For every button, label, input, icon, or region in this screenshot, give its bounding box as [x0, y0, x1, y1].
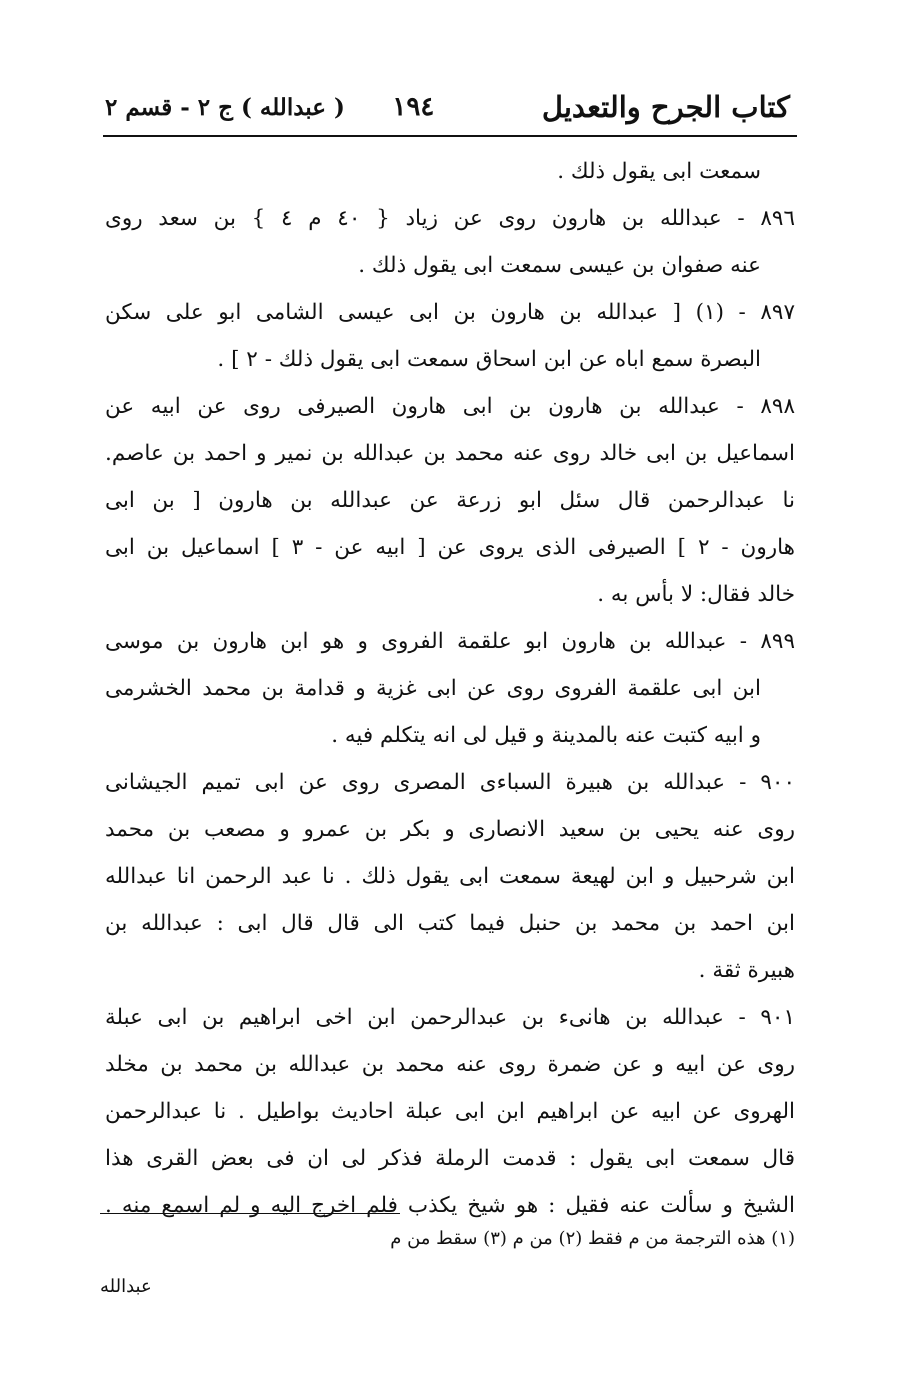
entry-896-line: ٨٩٦ - عبدالله بن هارون روى عن زياد { ٤٠ م ٤ } بن سعد روى: [105, 206, 796, 231]
text-line: هارون - ٢ ] الصيرفى الذى يروى عن [ ابيه عن - ٣ ] اسماعيل بن ابى: [105, 535, 795, 560]
text-line: اسماعيل بن ابى خالد روى عنه محمد بن عبدالله بن نمير و احمد بن عاصم.: [105, 441, 795, 466]
header-rule: [103, 135, 797, 137]
text-line: نا عبدالرحمن قال سئل ابو زرعة عن عبدالله بن هارون [ بن ابى: [105, 488, 795, 513]
section-label: ( عبدالله ) ج ٢ - قسم ٢: [105, 93, 345, 121]
text-line: ابن ابى علقمة الفروى روى عن ابى غزية و قدامة بن محمد الخشرمى: [105, 676, 761, 701]
text-line: روى عن ابيه و عن ضمرة روى عنه محمد بن عبدالله بن محمد بن مخلد: [105, 1052, 795, 1077]
footnote: (١) هذه الترجمة من م فقط (٢) من م (٣) سقط من م: [390, 1228, 795, 1249]
page-number: ١٩٤: [392, 92, 435, 122]
text-line: قال سمعت ابى يقول : قدمت الرملة فذكر لى ان فى بعض القرى هذا: [105, 1146, 795, 1171]
text-line: هبيرة ثقة .: [698, 958, 795, 983]
text-line: الهروى عن ابيه عن ابراهيم ابن ابى عبلة احاديث بواطيل . نا عبدالرحمن: [105, 1099, 795, 1124]
page-header: [105, 84, 790, 130]
catchword: عبدالله: [100, 1276, 152, 1297]
text-line: سمعت ابى يقول ذلك .: [557, 159, 761, 184]
entry-901-line: ٩٠١ - عبدالله بن هانىء بن عبدالرحمن ابن اخى ابراهيم بن ابى عبلة: [105, 1005, 795, 1030]
text-line: و ابيه كتبت عنه بالمدينة و قيل لى انه يتكلم فيه .: [331, 723, 761, 748]
book-title: كتاب الجرح والتعديل: [541, 90, 790, 124]
main-text: [105, 148, 795, 1229]
entry-898-line: ٨٩٨ - عبدالله بن هارون بن ابى هارون الصيرفى روى عن ابيه عن: [105, 394, 795, 419]
text-line: ابن احمد بن محمد بن حنبل فيما كتب الى قال قال ابى : عبدالله بن: [105, 911, 795, 936]
text-line: خالد فقال: لا بأس به .: [597, 582, 795, 607]
entry-900-line: ٩٠٠ - عبدالله بن هبيرة السباءى المصرى روى عن ابى تميم الجيشانى: [105, 770, 795, 795]
text-line: ابن شرحبيل و ابن لهيعة سمعت ابى يقول ذلك . نا عبد الرحمن انا عبدالله: [105, 864, 795, 889]
text-line: الشيخ و سألت عنه فقيل : هو شيخ يكذب فلم اخرج اليه و لم اسمع منه .: [105, 1193, 795, 1218]
entry-899-line: ٨٩٩ - عبدالله بن هارون ابو علقمة الفروى و هو ابن هارون بن موسى: [105, 629, 795, 654]
entry-897-line: ٨٩٧ - (١) [ عبدالله بن هارون بن ابى عيسى الشامى ابو على سكن: [105, 300, 795, 325]
text-line: البصرة سمع اباه عن ابن اسحاق سمعت ابى يقول ذلك - ٢ ] .: [217, 347, 761, 372]
footnote-rule: [100, 1213, 400, 1214]
text-line: عنه صفوان بن عيسى سمعت ابى يقول ذلك .: [358, 253, 761, 278]
text-line: روى عنه يحيى بن سعيد الانصارى و بكر بن عمرو و مصعب بن محمد: [105, 817, 795, 842]
